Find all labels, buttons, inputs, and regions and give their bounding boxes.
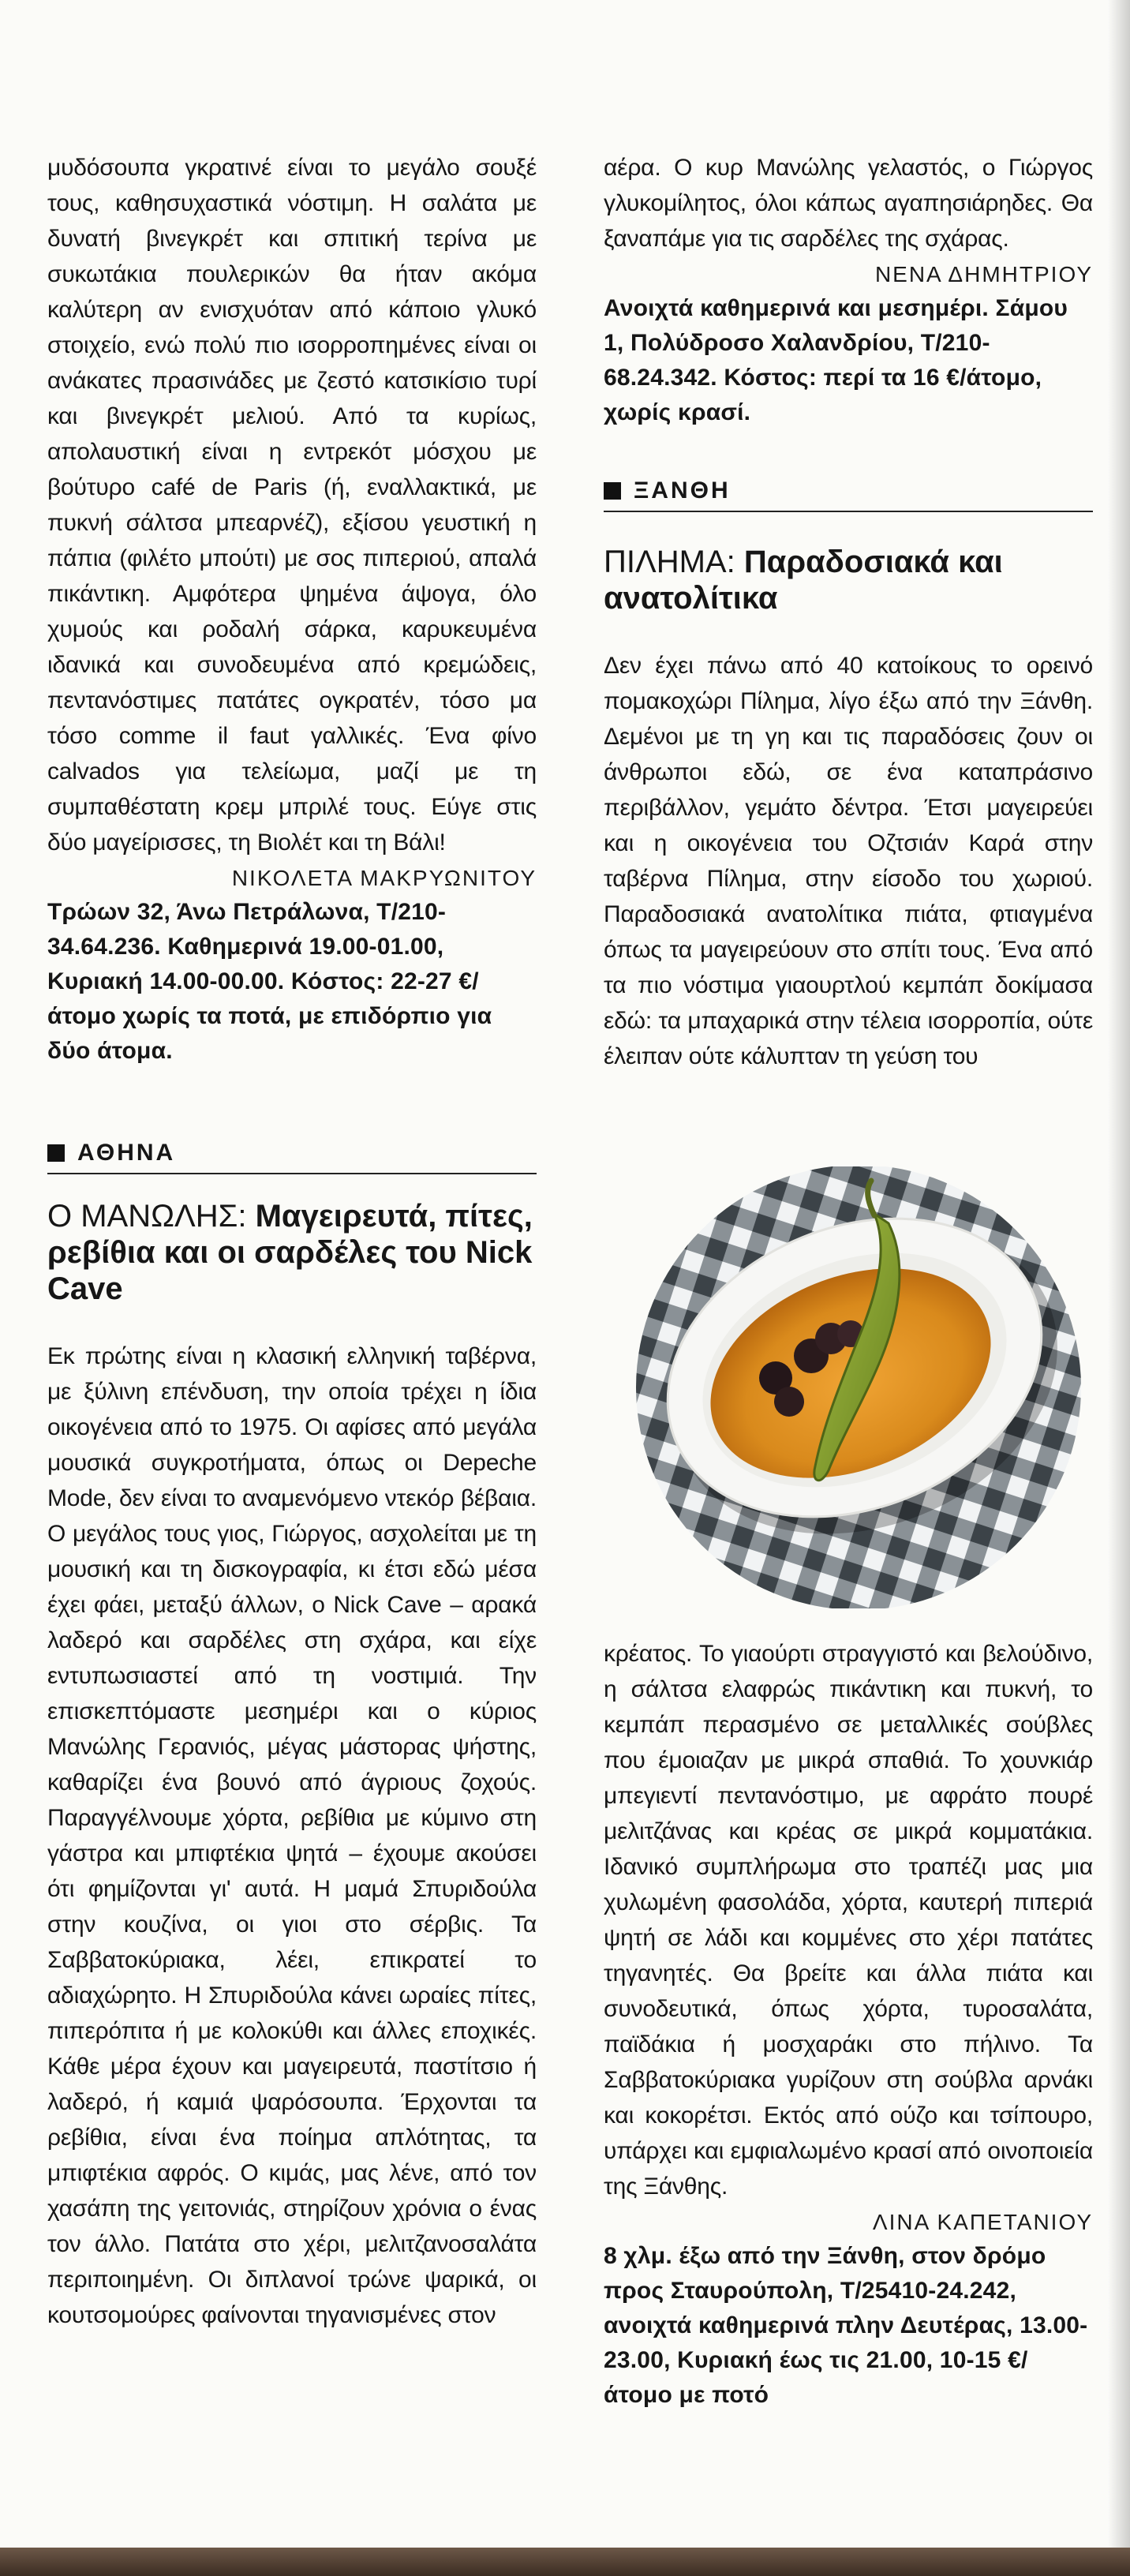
page-edge-shadow xyxy=(1108,0,1130,2576)
right-column xyxy=(604,150,1093,1074)
body-manolis: Εκ πρώτης είναι η κλασική ελληνική ταβέρνα, με ξύλινη επένδυση, την οποία τρέχει η ίδια οικογένεια από το 1975. Οι αφίσες από μεγάλα μουσικά συγκροτήματα, όπως οι Depeche Mode, δεν είναι το αναμενόμενο ντεκόρ βέβαια. Ο μεγάλος τους γιος, Γιώργος, ασχολείται με τη μουσική και τη δισκογραφία, κι έτσι εδώ μέσα έχει φάει, μεταξύ άλλων, ο Nick Cave – αρακά λαδερό και σαρδέλες στη σχάρα, και είχε εντυπωσιαστεί από τη νοστιμιά. Την επισκεπτόμαστε μεσημέρι και ο κύριος Μανώλης Γερανιός, μέγας μάστορας ψήστης, καθαρίζει ένα βουνό από άγριους ζοχούς. Παραγγέλνουμε χόρτα, ρεβίθια με κύμινο στη γάστρα και μπιφτέκια ψητά – έχουμε ακούσει ότι φημίζονται γι' αυτά. Η μαμά Σπυριδούλα στην κουζίνα, οι γιοι στο σέρβις. Τα Σαββατοκύριακα, λέει, επικρατεί το αδιαχώρητο. Η Σπυριδούλα κάνει ωραίες πίτες, πιπερόπιτα ή με κολοκύθι και άλλες εποχικές. Κάθε μέρα έχουν και μαγειρευτά, παστίτσιο ή λαδερό, ή καμιά ψαρόσουπα. Έρχονται τα ρεβίθια, είναι ένα ποίημα απλότητας, τα μπιφτέκια αφρός. Ο κιμάς, μας λένε, από τον χασάπη της γειτονιάς, στηρίζουν χρόνια ο ένας τον άλλο. Πατάτα στο χέρι, μελιτζανοσαλάτα περιποιημένη. Οι διπλανοί τρώνε ψαρικά, οι κουτσομούρες φαίνονται τηγανισμένες στον xyxy=(47,1343,537,2328)
square-bullet-icon xyxy=(47,1144,65,1162)
info-block-petralona: Τρώων 32, Άνω Πετράλωνα, Τ/210-34.64.236. Καθημερινά 19.00-01.00, Κυριακή 14.00-00.00. Κόστος: 22-27 €/άτομο χωρίς τα ποτά, με επιδόρπιο για δύο άτομα. xyxy=(47,899,492,1064)
section-title-athina: ΑΘΗΝΑ xyxy=(77,1140,176,1166)
body-pilima-1: Δεν έχει πάνω από 40 κατοίκους το ορεινό πομακοχώρι Πίλημα, λίγο έξω από την Ξάνθη. Δεμένοι με τη γη και τις παραδόσεις ζουν οι άνθρωποι εδώ, σε ένα καταπράσινο περιβάλλον, γεμάτο δέντρα. Έτσι μαγειρεύει και η οικογένεια του Οζτσιάν Καρά στην ταβέρνα Πίλημα, στην είσοδο του χωριού. Παραδοσιακά ανατολίτικα πιάτα, φτιαγμένα όπως τα μαγειρεύουν στο σπίτι τους. Ένα από τα πιο νόστιμα γιαουρτλού κεμπάπ δοκίμασα εδώ: τα μπαχαρικά στην τέλεια ισορροπία, ούτε έλειπαν ούτε κάλυπταν τη γεύση του xyxy=(604,653,1093,1069)
byline-kapetaniou: ΛΙΝΑ ΚΑΠΕΤΑΝΙΟΥ xyxy=(872,2210,1093,2234)
headline-manolis xyxy=(47,1198,537,1307)
article-pilima-part2 xyxy=(604,1636,1093,2204)
scan-bottom-edge xyxy=(0,2548,1130,2576)
headline-pilima xyxy=(604,544,1093,616)
section-title-xanthi: ΞΑΝΘΗ xyxy=(634,477,731,504)
article-manolis xyxy=(47,1339,537,2333)
info-block-xanthi: 8 χλμ. έξω από την Ξάνθη, στον δρόμο προς Σταυρούπολη, Τ/25410-24.242, ανοιχτά καθημερινά πλην Δευτέρας, 13.00-23.00, Κυριακή έως τις 21.00, 10-15 €/άτομο με ποτό xyxy=(604,2243,1088,2408)
right-column-lower xyxy=(604,1636,1093,2413)
byline-makrynitou: ΝΙΚΟΛΕΤΑ ΜΑΚΡΥΩΝΙΤΟΥ xyxy=(231,866,537,890)
continuation-paragraph: αέρα. Ο κυρ Μανώλης γελαστός, ο Γιώργος γλυκομίλητος, όλοι κάπως αγαπησιάρηδες. Θα ξαναπάμε για τις σαρδέλες της σχάρας. xyxy=(604,155,1093,252)
food-photo xyxy=(614,1166,1103,1608)
manolis-continuation xyxy=(604,150,1093,256)
intro-paragraph: μυδόσουπα γκρατινέ είναι το μεγάλο σουξέ τους, καθησυχαστικά νόστιμη. Η σαλάτα με δυνατή βινεγκρέτ και σπιτική τερίνα με συκωτάκια πουλερικών θα ήταν ακόμα καλύτερη αν ενισχυόταν από κάποιο γλυκό στοιχείο, ενώ πολύ πιο ισορροπημένες είναι οι ανάκατες πρασινάδες με ζεστό κατσικίσιο τυρί και βινεγκρέτ μελιού. Από τα κυρίως, απολαυστική είναι η εντρεκότ μόσχου με βούτυρο café de Paris (ή, εναλλακτικά, με πυκνή σάλτσα μπεαρνέζ), εξίσου γευστική η πάπια (φιλέτο μπούτι) με σος πιπεριού, απαλά πικάντικη. Αμφότερα ψημένα άψογα, όλο χυμούς και ροδαλή σάρκα, καρυκευμένα ιδανικά και συνοδευμένα από κρεμώδεις, πεντανόστιμες πατάτες ογκρατέν, τόσο μα τόσο comme il faut γαλλικές. Ένα φίνο calvados για τελείωμα, μαζί με τη συμπαθέστατη κρεμ μπριλέ τους. Εύγε στις δύο μαγείρισσες, τη Βιολέτ και τη Βάλι! xyxy=(47,155,537,856)
byline-dimitriou: ΝΕΝΑ ΔΗΜΗΤΡΙΟΥ xyxy=(874,262,1093,286)
info-block-chalandri: Ανοιχτά καθημερινά και μεσημέρι. Σάμου 1, Πολύδροσο Χαλανδρίου, Τ/210-68.24.342. Κόστος: περί τα 16 €/άτομο, χωρίς κρασί. xyxy=(604,295,1068,425)
olive xyxy=(774,1387,804,1417)
headline-pilima-text: Παραδοσιακά και ανατολίτικα xyxy=(604,545,1003,616)
article-pilima-part1 xyxy=(604,648,1093,1074)
body-pilima-2: κρέατος. Το γιαούρτι στραγγιστό και βελούδινο, η σάλτσα ελαφρώς πικάντικη και πυκνή, το κεμπάπ περασμένο σε μεταλλικές σούβλες που έμοιαζαν με μικρά σπαθιά. Το χουνκιάρ μπεγιεντί πεντανόστιμο, με αφράτο πουρέ μελιτζάνας και κρέας σε μικρά κομματάκια. Ιδανικό συμπλήρωμα στο τραπέζι μας μια χυλωμένη φασολάδα, χόρτα, καυτερή πιπεριά ψητή σε λάδι και κομμένες στο χέρι πατάτες τηγανητές. Θα βρείτε και άλλα πιάτα και συνοδευτικά, όπως χόρτα, τυροσαλάτα, παϊδάκια ή μοσχαράκι στο πήλινο. Τα Σαββατοκύριακα γυρίζουν στη σούβλα αρνάκι και κοκορέτσι. Εκτός από ούζο και τσίπουρο, υπάρχει και εμφιαλωμένο κρασί από οινοποιεία της Ξάνθης. xyxy=(604,1641,1093,2200)
headline-manolis-name: Ο ΜΑΝΩΛΗΣ: xyxy=(47,1199,247,1234)
left-column xyxy=(47,150,537,2333)
headline-manolis-text: Μαγειρευτά, πίτες, ρεβίθια και οι σαρδέλες του Nick Cave xyxy=(47,1199,533,1306)
section-header-athina xyxy=(47,1140,537,1174)
intro-article-end xyxy=(47,150,537,860)
section-header-xanthi xyxy=(604,477,1093,512)
square-bullet-icon xyxy=(604,482,621,500)
headline-pilima-name: ΠΙΛΗΜΑ: xyxy=(604,545,735,579)
